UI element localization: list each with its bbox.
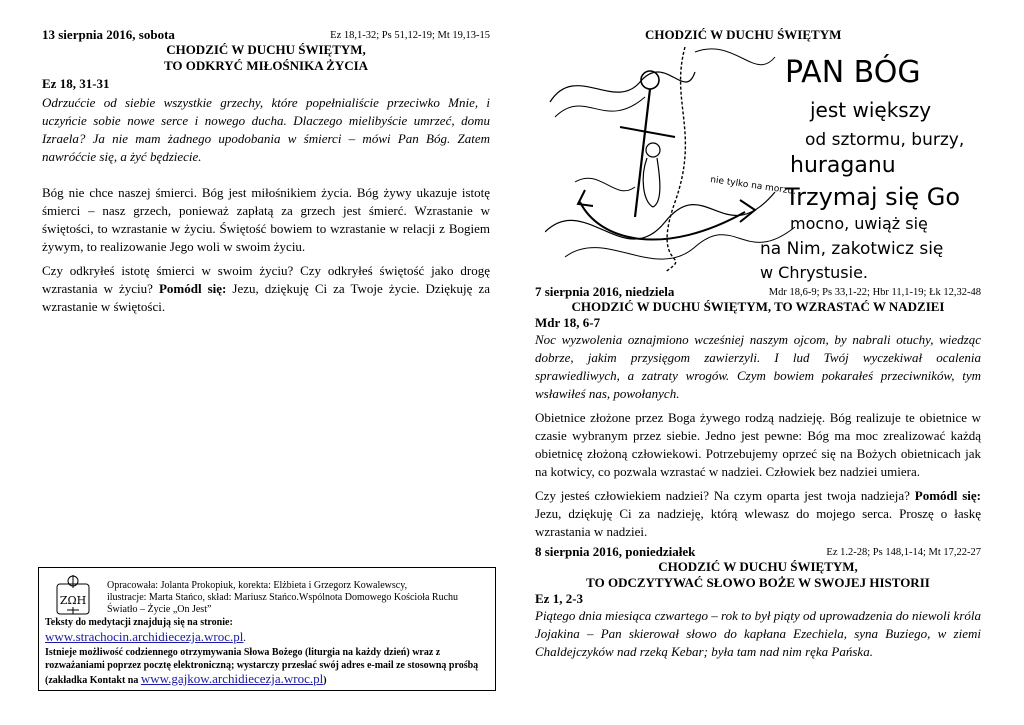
left-date: 13 sierpnia 2016, sobota (42, 27, 175, 42)
left-reflection: Bóg nie chce naszej śmierci. Bóg jest miłośnikiem życia. Bóg żywy ukazuje istotę śmierci – nasz grzech, ponieważ zapłatą za grzech jest śmierć. Wzrastanie w świętości, to wzrastanie w życiu. Świętość bowiem to wzrastanie w relacji z Bogiem żywym, to realizowanie Jego woli w swoim życiu. (42, 185, 490, 254)
s1-quote: Noc wyzwolenia oznajmiono wcześniej naszym ojcom, by nabrali otuchy, wiedząc dobrze, jakim przysięgom zawierzyli. I lud Twój wyczekiwał ocalenia sprawiedliwych, a zatraty wrogów. Czym bowiem pokarałeś przeciwników, tym wsławiłeś nas, powołanych. (535, 332, 981, 401)
credits-line1: Opracowała: Jolanta Prokopiuk, korekta: Elżbieta i Grzegorz Kowalewscy, (107, 580, 408, 591)
left-prayer-text: Jezu, dziękuję Ci za Twoje życie. Dziękuję za wzrastanie w świętości. (42, 281, 490, 314)
left-readings: Ez 18,1-32; Ps 51,12-19; Mt 19,13-15 (330, 30, 490, 41)
illus-line7: mocno, uwiąż się (790, 214, 928, 233)
s1-bible-ref: Mdr 18, 6-7 (535, 315, 601, 330)
link2-suffix: ) (323, 675, 327, 686)
footer-credits-box (38, 567, 496, 691)
s2-title-line1: CHODZIĆ W DUCHU ŚWIĘTYM, (658, 559, 858, 574)
s1-pray-label: Pomódl się: (914, 488, 981, 503)
left-question (42, 262, 490, 316)
illus-line2: jest większy (810, 98, 932, 122)
email-info (45, 646, 489, 687)
s2-bible-ref: Ez 1, 2-3 (535, 591, 584, 606)
logo-text: ΖΩΗ (59, 594, 87, 607)
s2-quote: Piątego dnia miesiąca czwartego – rok to był piąty od uprowadzenia do niewoli króla Jojakina – Pan skierował słowo do kapłana Ezechiela, syna Buziego, w ziemi Chaldejczyków nad rzeką Kebar; była tam nad nim ręka Pańska. (535, 608, 981, 659)
s1-readings: Mdr 18,6-9; Ps 33,1-22; Hbr 11,1-19; Łk 12,32-48 (768, 287, 981, 298)
s2-date-header (535, 544, 981, 559)
s1-reflection: Obietnice złożone przez Boga żywego rodzą nadzieję. Bóg realizuje te obietnice w czasie wybranym przez siebie. Jedno jest pewne: Bóg ma moc zrealizować każdą obietnicę złożoną człowiekowi. Potrzebujemy oprzeć się na Bożych obietnicach jak na kotwicy, co pozwala wzrastać w nadziei. Człowiek bez nadziei umiera. (535, 410, 981, 479)
s1-title: CHODZIĆ W DUCHU ŚWIĘTYM, TO WZRASTAĆ W NADZIEI (571, 299, 945, 314)
illus-line3: od sztormu, burzy, (805, 130, 965, 150)
strachocin-link[interactable]: www.strachocin.archidiecezja.wroc.pl (45, 629, 244, 644)
illus-line8: na Nim, zakotwicz się (760, 239, 944, 259)
link1-suffix: . (243, 633, 246, 644)
right-column (535, 0, 981, 43)
left-pray-label: Pomódl się: (158, 281, 227, 296)
s1-prayer-text: Jezu, dziękuję Ci za nadzieję, którą wlewasz do mojego serca. Proszę o łaskę wzrastania w nadziei. (535, 506, 981, 539)
left-quote: Odrzućcie od siebie wszystkie grzechy, które popełnialiście przeciwko Mnie, i uczyńcie sobie nowe serce i nowego ducha. Dlaczego mielibyście umrzeć, domu Izraela? Ja nie mam żadnego upodobania w śmierci – mówi Pan Bóg. Zatem nawróćcie się, a żyć będziecie. (42, 95, 490, 164)
illus-line4: huraganu (790, 153, 896, 178)
left-date-header (42, 27, 490, 42)
anchor-illustration (545, 42, 985, 284)
illus-line6: Trzymaj się Go (785, 183, 961, 211)
s1-date-header (535, 284, 981, 299)
illus-line9: w Chrystusie. (760, 263, 868, 282)
gajkow-link[interactable]: www.gajkow.archidiecezja.wroc.pl (140, 671, 324, 686)
illus-line1: PAN BÓG (785, 55, 921, 90)
left-question-text: Czy odkryłeś istotę śmierci w swoim życiu? Czy odkryłeś świętość jako drogę wzrastania w życiu? (42, 263, 490, 296)
s1-date: 7 sierpnia 2016, niedziela (535, 284, 675, 299)
left-column (42, 0, 490, 316)
left-title-line1: CHODZIĆ W DUCHU ŚWIĘTYM, (166, 42, 366, 57)
s1-question (535, 487, 981, 541)
right-heading: CHODZIĆ W DUCHU ŚWIĘTYM (645, 27, 842, 42)
credits-line2: ilustracje: Marta Stańco, skład: Mariusz Stańco.Wspólnota Domowego Kościoła Ruchu Światło – Życie „On Jest” (107, 592, 459, 615)
s2-readings: Ez 1.2-28; Ps 148,1-14; Mt 17,22-27 (826, 547, 981, 558)
s1-question-text: Czy jesteś człowiekiem nadziei? Na czym oparta jest twoja nadzieja? (535, 488, 915, 503)
email-info-text: Istnieje możliwość codziennego otrzymywania Słowa Bożego (liturgia na każdy dzień) wraz z rozważaniami poprzez pocztę elektroniczną; wystarczy przesłać swój adres e-mail ze stosowną prośbą (zakładka Kontakt na (45, 647, 479, 686)
left-bible-ref: Ez 18, 31-31 (42, 76, 110, 91)
s2-date: 8 sierpnia 2016, poniedziałek (535, 544, 696, 559)
right-sections (535, 284, 981, 661)
link1-row (45, 629, 489, 646)
zoe-logo-icon (47, 574, 99, 622)
illus-line5: nie tylko na morzu. (709, 175, 797, 198)
texts-label: Teksty do medytacji znajdują się na stronie: (45, 617, 233, 628)
s2-title-line2: TO ODCZYTYWAĆ SŁOWO BOŻE W SWOJEJ HISTORII (586, 575, 930, 590)
left-title-line2: TO ODKRYĆ MIŁOŚNIKA ŻYCIA (163, 58, 369, 73)
